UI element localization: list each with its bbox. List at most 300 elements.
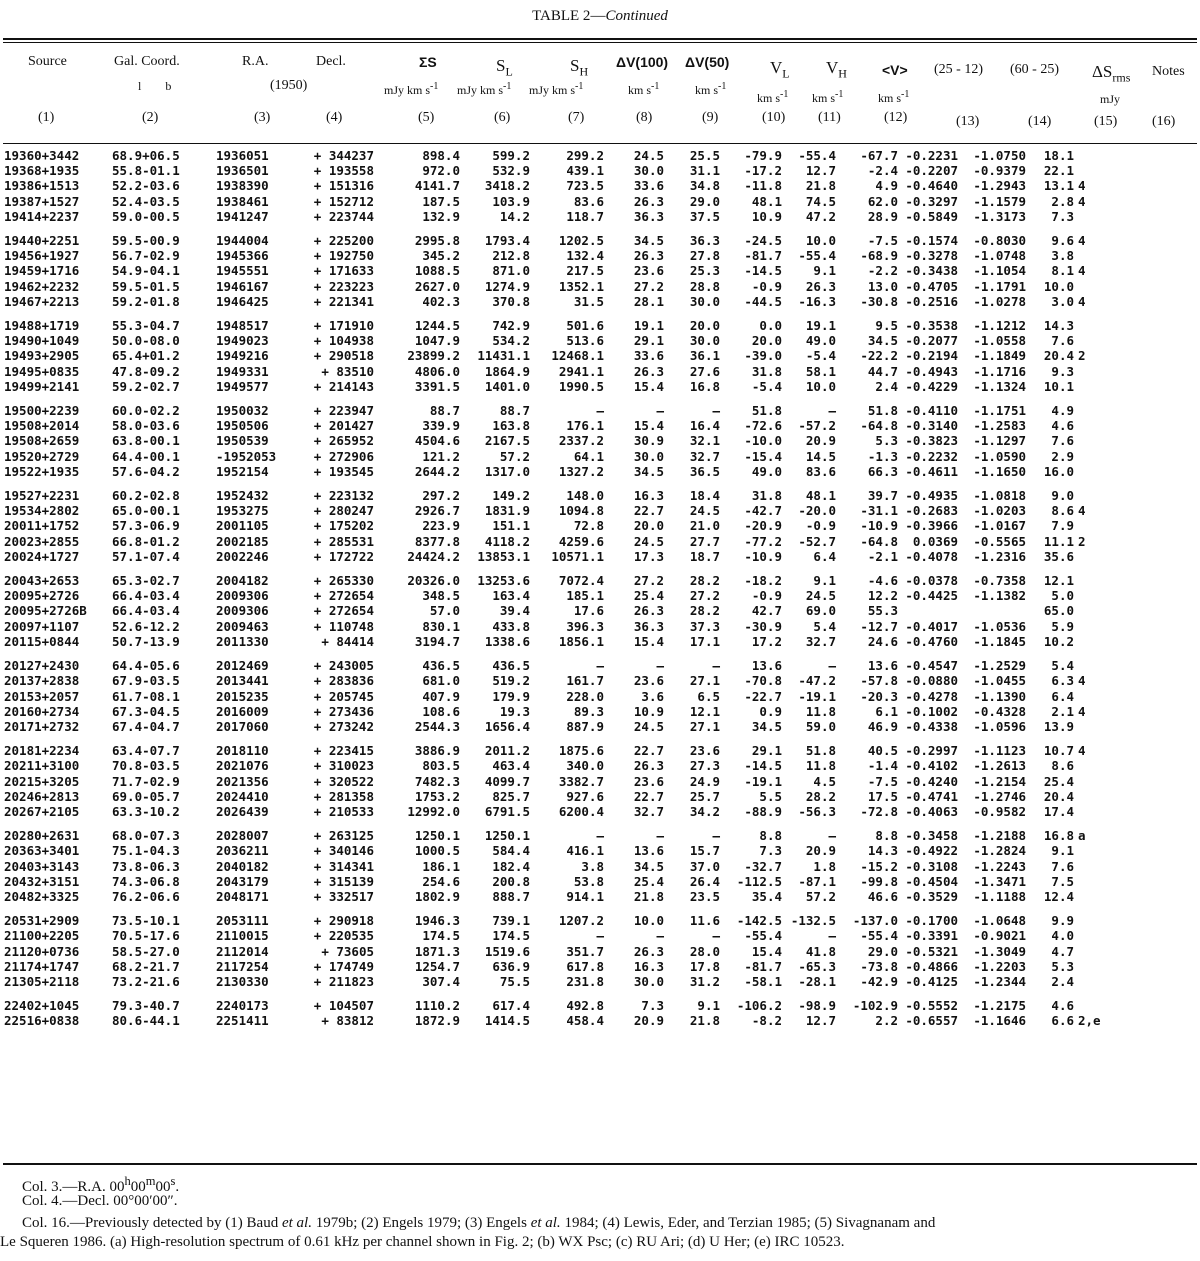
header-source: Source <box>28 54 67 69</box>
cell-gal-coord: 55.8-01.1 <box>112 163 180 179</box>
cell-notes <box>1074 518 1196 533</box>
table-row <box>4 758 1196 773</box>
cell-s-h: 2337.2 <box>558 433 604 449</box>
cell-dv50: 12.1 <box>689 703 720 719</box>
cell-gal-coord: 63.8-00.1 <box>112 433 180 449</box>
cell-notes <box>1074 774 1196 789</box>
cell-dv50: 21.0 <box>689 518 720 534</box>
cell-v-l: 42.7 <box>751 603 782 619</box>
cell-ra: 1950539 <box>216 433 269 449</box>
cell-source: 20024+1727 <box>4 548 80 564</box>
colnum-8: (8) <box>636 110 653 125</box>
table-row <box>4 1013 1196 1028</box>
cell-s-l: 584.4 <box>492 843 530 859</box>
cell-color-25-12: -0.3297 <box>905 193 958 209</box>
cell-decl: + 104938 <box>313 333 374 349</box>
cell-decl: + 110748 <box>313 618 374 634</box>
cell-color-25-12 <box>898 603 958 618</box>
cell-sum-s: 23899.2 <box>407 348 460 364</box>
table-row <box>4 194 1196 209</box>
colnum-6: (6) <box>494 110 511 125</box>
colnum-4: (4) <box>326 110 343 125</box>
table-row <box>4 859 1196 874</box>
cell-ra: 2048171 <box>216 888 269 904</box>
cell-sum-s: 3194.7 <box>414 633 460 649</box>
cell-v-mean: -31.1 <box>860 503 898 519</box>
cell-dv50: 24.9 <box>689 773 720 789</box>
cell-v-l: -14.5 <box>744 263 782 279</box>
cell-dv100: 20.9 <box>633 1013 664 1029</box>
table-row <box>4 928 1196 943</box>
cell-v-l: -14.5 <box>744 758 782 774</box>
cell-color-25-12: -0.2516 <box>905 293 958 309</box>
cell-ra: 1952432 <box>216 488 269 504</box>
cell-decl: + 290518 <box>313 348 374 364</box>
cell-color-60-25: -1.2316 <box>973 548 1026 564</box>
table-row <box>4 279 1196 294</box>
cell-source: 20482+3325 <box>4 888 80 904</box>
cell-color-25-12: -0.5849 <box>905 208 958 224</box>
cell-s-h: 458.4 <box>566 1013 604 1029</box>
cell-sum-s: 57.0 <box>429 603 460 619</box>
cell-decl: + 223744 <box>313 208 374 224</box>
cell-ra: 1946425 <box>216 293 269 309</box>
cell-v-l: -112.5 <box>736 873 782 889</box>
cell-v-mean: 44.7 <box>867 363 898 379</box>
cell-color-25-12: -0.3529 <box>905 888 958 904</box>
cell-color-25-12: -0.2194 <box>905 348 958 364</box>
cell-s-h: 416.1 <box>566 843 604 859</box>
cell-decl: + 285531 <box>313 533 374 549</box>
cell-delta-s-rms: 4.6 <box>1051 418 1074 434</box>
cell-dv100: 26.3 <box>633 193 664 209</box>
cell-dv50: 27.1 <box>689 718 720 734</box>
cell-decl: + 272906 <box>313 448 374 464</box>
cell-v-h: 5.4 <box>813 618 836 634</box>
cell-ra: 1946167 <box>216 278 269 294</box>
cell-v-mean: -68.9 <box>860 248 898 264</box>
cell-dv100: 26.3 <box>633 603 664 619</box>
cell-s-l: 2011.2 <box>484 743 530 759</box>
cell-v-l: -88.9 <box>744 803 782 819</box>
cell-color-60-25: -1.1650 <box>973 463 1026 479</box>
cell-dv100: 23.6 <box>633 773 664 789</box>
cell-decl: + 220535 <box>313 928 374 944</box>
cell-v-l: -39.0 <box>744 348 782 364</box>
cell-s-l: 13253.6 <box>477 573 530 589</box>
cell-sum-s: 1871.3 <box>414 943 460 959</box>
cell-v-h: 69.0 <box>805 603 836 619</box>
cell-color-25-12: -0.0378 <box>905 573 958 589</box>
cell-dv100: 19.1 <box>633 318 664 334</box>
colnum-7: (7) <box>568 110 585 125</box>
unit-ss: mJy km $s^{-1}$ <box>384 81 439 97</box>
header-dv100: ΔV(100) <box>616 54 669 70</box>
cell-gal-coord: 59.5-01.5 <box>112 278 180 294</box>
cell-source: 20097+1107 <box>4 618 80 634</box>
cell-s-l: 433.8 <box>492 618 530 634</box>
cell-notes <box>1074 318 1196 333</box>
cell-decl: + 223223 <box>313 278 374 294</box>
cell-s-h: 231.8 <box>566 973 604 989</box>
cell-s-l: 163.8 <box>492 418 530 434</box>
table-row <box>4 998 1196 1013</box>
cell-source: 20095+2726B <box>4 603 87 619</box>
cell-s-h: 118.7 <box>566 208 604 224</box>
header-ra: R.A. <box>242 54 269 69</box>
cell-s-h: 340.0 <box>566 758 604 774</box>
cell-s-l: 19.3 <box>499 703 530 719</box>
cell-decl: + 265952 <box>313 433 374 449</box>
cell-color-60-25: -0.4328 <box>973 703 1026 719</box>
cell-color-60-25: -1.1646 <box>973 1013 1026 1029</box>
cell-gal-coord: 67.4-04.7 <box>112 718 180 734</box>
cell-decl: + 344237 <box>313 148 374 163</box>
cell-sum-s: 1250.1 <box>414 828 460 844</box>
cell-gal-coord: 65.3-02.7 <box>112 573 180 589</box>
cell-v-mean: 66.3 <box>867 463 898 479</box>
cell-gal-coord: 73.5-10.1 <box>112 913 180 929</box>
cell-notes <box>1074 928 1196 943</box>
cell-gal-coord: 58.5-27.0 <box>112 943 180 959</box>
cell-gal-coord: 67.3-04.5 <box>112 703 180 719</box>
cell-v-h: 20.9 <box>805 433 836 449</box>
cell-ra: 2011330 <box>216 633 269 649</box>
cell-delta-s-rms: 22.1 <box>1043 163 1074 179</box>
cell-s-l: 163.4 <box>492 588 530 604</box>
cell-dv50: 31.1 <box>689 163 720 179</box>
cell-decl: + 151316 <box>313 178 374 194</box>
cell-ra: 1949331 <box>216 363 269 379</box>
cell-v-l: -22.7 <box>744 688 782 704</box>
cell-decl: + 174749 <box>313 958 374 974</box>
table-row <box>4 843 1196 858</box>
group-gap-cell <box>4 649 1196 658</box>
header-epoch: (1950) <box>270 78 308 93</box>
cell-v-mean: 2.2 <box>875 1013 898 1029</box>
cell-v-l: -72.6 <box>744 418 782 434</box>
cell-gal-coord: 80.6-44.1 <box>112 1013 180 1029</box>
cell-v-h: 4.5 <box>813 773 836 789</box>
cell-dv50: 20.0 <box>689 318 720 334</box>
cell-s-h: 927.6 <box>566 788 604 804</box>
cell-dv50: — <box>712 403 720 419</box>
cell-v-l: 15.4 <box>751 943 782 959</box>
unit-vh: km $s^{-1}$ <box>812 89 844 105</box>
cell-color-60-25: -1.2154 <box>973 773 1026 789</box>
cell-delta-s-rms: 16.8 <box>1043 828 1074 844</box>
cell-dv50: 27.1 <box>689 673 720 689</box>
cell-source: 22516+0838 <box>4 1013 80 1029</box>
cell-sum-s: 132.9 <box>422 208 460 224</box>
cell-dv100: 36.3 <box>633 208 664 224</box>
cell-color-60-25: -1.2824 <box>973 843 1026 859</box>
cell-s-h: 351.7 <box>566 943 604 959</box>
cell-notes <box>1074 209 1196 224</box>
cell-decl: + 310023 <box>313 758 374 774</box>
cell-color-25-12: -0.4866 <box>905 958 958 974</box>
cell-delta-s-rms: 10.2 <box>1043 633 1074 649</box>
cell-v-mean: -55.4 <box>860 928 898 944</box>
cell-decl: + 223132 <box>313 488 374 504</box>
cell-v-mean: -102.9 <box>852 998 898 1014</box>
cell-color-60-25: -1.2188 <box>973 828 1026 844</box>
cell-color-60-25: -1.0536 <box>973 618 1026 634</box>
cell-color-60-25: -1.2175 <box>973 998 1026 1014</box>
cell-ra: 1949216 <box>216 348 269 364</box>
cell-s-l: 57.2 <box>499 448 530 464</box>
cell-dv50: 17.1 <box>689 633 720 649</box>
cell-v-h: 24.5 <box>805 588 836 604</box>
group-gap-cell <box>4 989 1196 998</box>
cell-dv50: 36.1 <box>689 348 720 364</box>
header-sl: $S_L$ <box>496 56 513 79</box>
cell-v-mean: -15.2 <box>860 858 898 874</box>
cell-source: 20280+2631 <box>4 828 80 844</box>
cell-notes: 4 <box>1078 178 1086 194</box>
table-row <box>4 774 1196 789</box>
cell-v-h: — <box>828 928 836 944</box>
cell-source: 19467+2213 <box>4 293 80 309</box>
cell-v-l: 34.5 <box>751 718 782 734</box>
cell-decl: + 211823 <box>313 973 374 989</box>
cell-dv100: 22.7 <box>633 503 664 519</box>
cell-v-mean: 24.6 <box>867 633 898 649</box>
cell-s-l: 532.9 <box>492 163 530 179</box>
cell-ra: 2009306 <box>216 588 269 604</box>
cell-source: 19508+2659 <box>4 433 80 449</box>
footnote-col16-a: Col. 16.—Previously detected by (1) Baud et al. 1979b; (2) Engels 1979; (3) Engels et al. 1984; (4) Lewis, Eder, and Terzian 1985; (5) Sivagnanam and <box>22 1215 936 1231</box>
cell-delta-s-rms: 7.5 <box>1051 873 1074 889</box>
cell-source: 20127+2430 <box>4 658 80 674</box>
cell-ra: 2043179 <box>216 873 269 889</box>
cell-v-h: 57.2 <box>805 888 836 904</box>
cell-v-mean: -72.8 <box>860 803 898 819</box>
cell-v-l: 31.8 <box>751 363 782 379</box>
cell-delta-s-rms: 8.6 <box>1051 758 1074 774</box>
cell-v-h: -19.1 <box>798 688 836 704</box>
cell-dv50: 26.4 <box>689 873 720 889</box>
cell-source: 20011+1752 <box>4 518 80 534</box>
cell-gal-coord: 68.9+06.5 <box>112 148 180 163</box>
cell-v-h: -65.3 <box>798 958 836 974</box>
cell-v-l: 7.3 <box>759 843 782 859</box>
cell-decl: + 281358 <box>313 788 374 804</box>
cell-color-60-25: -1.1188 <box>973 888 1026 904</box>
cell-notes <box>1074 433 1196 448</box>
cell-ra: 2015235 <box>216 688 269 704</box>
cell-source: 20211+3100 <box>4 758 80 774</box>
cell-decl: + 221341 <box>313 293 374 309</box>
cell-color-60-25: -1.0167 <box>973 518 1026 534</box>
cell-delta-s-rms: 20.4 <box>1043 348 1074 364</box>
cell-v-mean: 40.5 <box>867 743 898 759</box>
header-gal: Gal. Coord. <box>114 54 180 69</box>
cell-dv50: 28.0 <box>689 943 720 959</box>
cell-dv100: 17.3 <box>633 548 664 564</box>
cell-s-l: 4118.2 <box>484 533 530 549</box>
cell-ra: 1941247 <box>216 208 269 224</box>
cell-dv50: 23.5 <box>689 888 720 904</box>
unit-vmean: km $s^{-1}$ <box>878 89 910 105</box>
top-rule-thin <box>3 42 1197 43</box>
cell-dv50: 23.6 <box>689 743 720 759</box>
colnum-12: (12) <box>884 110 908 125</box>
table-row <box>4 163 1196 178</box>
cell-notes <box>1074 488 1196 503</box>
cell-s-h: 1352.1 <box>558 278 604 294</box>
cell-source: 20153+2057 <box>4 688 80 704</box>
cell-v-h: 20.9 <box>805 843 836 859</box>
cell-dv100: 28.1 <box>633 293 664 309</box>
cell-color-60-25: -1.2243 <box>973 858 1026 874</box>
cell-v-l: -81.7 <box>744 248 782 264</box>
cell-delta-s-rms: 4.6 <box>1051 998 1074 1014</box>
cell-delta-s-rms: 3.0 <box>1051 293 1074 309</box>
table-row <box>4 974 1196 989</box>
cell-ra: 1948517 <box>216 318 269 334</box>
cell-sum-s: 348.5 <box>422 588 460 604</box>
cell-delta-s-rms: 7.6 <box>1051 433 1074 449</box>
cell-delta-s-rms: 13.9 <box>1043 718 1074 734</box>
cell-color-25-12: -0.4504 <box>905 873 958 889</box>
cell-s-h: 617.8 <box>566 958 604 974</box>
cell-gal-coord: 56.7-02.9 <box>112 248 180 264</box>
cell-s-l: 200.8 <box>492 873 530 889</box>
cell-decl: + 193558 <box>313 163 374 179</box>
cell-ra: 2002185 <box>216 533 269 549</box>
cell-s-h: 10571.1 <box>551 548 604 564</box>
cell-color-25-12: -0.3391 <box>905 928 958 944</box>
cell-decl: + 320522 <box>313 773 374 789</box>
cell-gal-coord: 52.2-03.6 <box>112 178 180 194</box>
cell-v-h: 12.7 <box>805 1013 836 1029</box>
cell-s-l: 151.1 <box>492 518 530 534</box>
cell-v-h: 58.1 <box>805 363 836 379</box>
cell-color-60-25: -1.2344 <box>973 973 1026 989</box>
cell-ra: 2018110 <box>216 743 269 759</box>
group-gap <box>4 989 1196 998</box>
cell-s-h: 185.1 <box>566 588 604 604</box>
cell-s-h: 2941.1 <box>558 363 604 379</box>
cell-color-25-12: -0.4425 <box>905 588 958 604</box>
cell-sum-s: 223.9 <box>422 518 460 534</box>
cell-v-l: -70.8 <box>744 673 782 689</box>
cell-ra: 2021356 <box>216 773 269 789</box>
cell-delta-s-rms: 2.4 <box>1051 973 1074 989</box>
cell-gal-coord: 70.8-03.5 <box>112 758 180 774</box>
cell-v-mean: -67.7 <box>860 148 898 163</box>
cell-s-l: 871.0 <box>492 263 530 279</box>
cell-gal-coord: 54.9-04.1 <box>112 263 180 279</box>
table-row <box>4 658 1196 673</box>
cell-delta-s-rms: 9.6 <box>1051 233 1074 249</box>
cell-s-l: 1519.6 <box>484 943 530 959</box>
cell-color-25-12: -0.5321 <box>905 943 958 959</box>
cell-delta-s-rms: 9.1 <box>1051 843 1074 859</box>
cell-decl: + 272654 <box>313 603 374 619</box>
cell-gal-coord: 73.8-06.3 <box>112 858 180 874</box>
cell-s-h: 1202.5 <box>558 233 604 249</box>
cell-decl: + 171910 <box>313 318 374 334</box>
cell-dv50: 37.3 <box>689 618 720 634</box>
cell-v-l: 13.6 <box>751 658 782 674</box>
group-gap <box>4 734 1196 743</box>
table-row <box>4 804 1196 819</box>
cell-gal-coord: 65.4+01.2 <box>112 348 180 364</box>
cell-gal-coord: 59.5-00.9 <box>112 233 180 249</box>
cell-color-25-12: -0.4278 <box>905 688 958 704</box>
table-row <box>4 364 1196 379</box>
cell-sum-s: 1110.2 <box>414 998 460 1014</box>
cell-dv100: 34.5 <box>633 233 664 249</box>
cell-v-l: 29.1 <box>751 743 782 759</box>
cell-v-l: -18.2 <box>744 573 782 589</box>
table-row <box>4 619 1196 634</box>
cell-s-h: 72.8 <box>573 518 604 534</box>
cell-sum-s: 20326.0 <box>407 573 460 589</box>
cell-dv50: 30.0 <box>689 333 720 349</box>
cell-color-25-12: -0.4125 <box>905 973 958 989</box>
cell-v-mean: -30.8 <box>860 293 898 309</box>
cell-source: 19414+2237 <box>4 208 80 224</box>
cell-delta-s-rms: 6.4 <box>1051 688 1074 704</box>
table-row <box>4 503 1196 518</box>
cell-delta-s-rms: 6.6 <box>1051 1013 1074 1029</box>
cell-ra: 2026439 <box>216 803 269 819</box>
cell-dv50: 27.3 <box>689 758 720 774</box>
cell-s-l: 463.4 <box>492 758 530 774</box>
cell-s-h: 7072.4 <box>558 573 604 589</box>
cell-decl: + 283836 <box>313 673 374 689</box>
cell-dv50: 9.1 <box>697 998 720 1014</box>
table-row <box>4 549 1196 564</box>
cell-gal-coord: 74.3-06.8 <box>112 873 180 889</box>
cell-dv100: — <box>656 928 664 944</box>
cell-sum-s: 3886.9 <box>414 743 460 759</box>
cell-delta-s-rms: 11.1 <box>1043 533 1074 549</box>
cell-dv100: 33.6 <box>633 178 664 194</box>
cell-s-l: 1864.9 <box>484 363 530 379</box>
table-row <box>4 743 1196 758</box>
cell-dv50: 11.6 <box>689 913 720 929</box>
cell-dv50: 15.7 <box>689 843 720 859</box>
cell-s-h: 914.1 <box>566 888 604 904</box>
cell-dv50: 28.2 <box>689 573 720 589</box>
cell-ra: 2009306 <box>216 603 269 619</box>
cell-color-25-12: 0.0369 <box>912 533 958 549</box>
cell-color-60-25: -1.2529 <box>973 658 1026 674</box>
cell-s-l: 1250.1 <box>484 828 530 844</box>
cell-s-l: 739.1 <box>492 913 530 929</box>
cell-decl: + 332517 <box>313 888 374 904</box>
cell-color-25-12: -0.1574 <box>905 233 958 249</box>
cell-sum-s: 681.0 <box>422 673 460 689</box>
cell-dv100: 16.3 <box>633 958 664 974</box>
cell-s-l: 13853.1 <box>477 548 530 564</box>
cell-color-25-12: -0.2232 <box>905 448 958 464</box>
cell-notes <box>1074 913 1196 928</box>
cell-ra: 1945551 <box>216 263 269 279</box>
cell-v-mean: -20.3 <box>860 688 898 704</box>
cell-v-l: -20.9 <box>744 518 782 534</box>
cell-gal-coord: 65.0-00.1 <box>112 503 180 519</box>
cell-v-mean: -4.6 <box>867 573 898 589</box>
cell-notes: a <box>1078 828 1086 844</box>
footnote-col4: Col. 4.—Decl. 00°00′00″. <box>22 1193 178 1209</box>
cell-v-h: -0.9 <box>805 518 836 534</box>
table-row <box>4 379 1196 394</box>
